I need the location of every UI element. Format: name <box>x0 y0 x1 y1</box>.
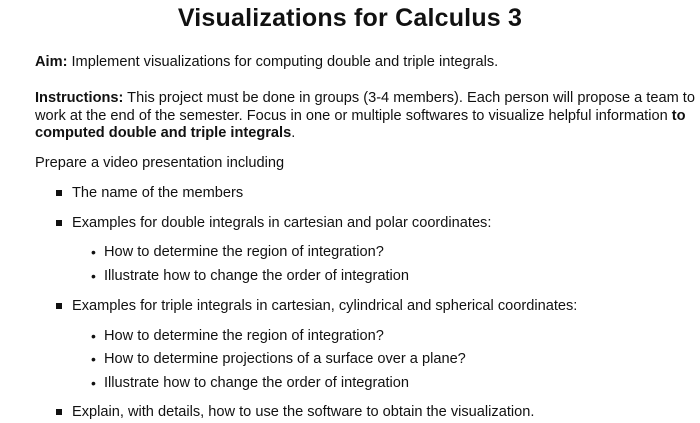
square-bullet-icon <box>56 409 62 415</box>
dot-bullet-icon: • <box>91 351 96 367</box>
list-item: Examples for double integrals in cartesian and polar coordinates: <box>72 215 492 231</box>
dot-bullet-icon: • <box>91 268 96 284</box>
aim-label: Aim: <box>35 54 68 70</box>
sub-list-item: How to determine projections of a surface over a plane? <box>104 351 466 367</box>
sub-list-item: How to determine the region of integration? <box>104 328 384 344</box>
list-item: Explain, with details, how to use the software to obtain the visualization. <box>72 404 535 420</box>
square-bullet-icon <box>56 303 62 309</box>
instructions-bold-tail: to computed double and triple integrals <box>35 107 686 141</box>
square-bullet-icon <box>56 190 62 196</box>
dot-bullet-icon: • <box>91 375 96 391</box>
instructions-paragraph <box>35 90 695 143</box>
sub-list-item: How to determine the region of integration? <box>104 244 384 260</box>
list-item: The name of the members <box>72 185 244 201</box>
dot-bullet-icon: • <box>91 244 96 260</box>
page-title: Visualizations for Calculus 3 <box>177 4 523 32</box>
instructions-label: Instructions: <box>35 90 124 106</box>
prepare-text: Prepare a video presentation including <box>35 155 285 171</box>
sub-list-item: Illustrate how to change the order of integration <box>104 375 410 391</box>
dot-bullet-icon: • <box>91 328 96 344</box>
square-bullet-icon <box>56 220 62 226</box>
aim-text: Implement visualizations for computing double and triple integrals. <box>67 54 499 70</box>
sub-list-item: Illustrate how to change the order of integration <box>104 268 410 284</box>
aim-paragraph <box>35 54 695 72</box>
instructions-end: . <box>291 125 296 141</box>
instructions-text: This project must be done in groups (3-4 members). Each person will propose a team to work at the end of the semester. Focus in one or multiple softwares to visualize helpful information <box>35 90 695 124</box>
list-item: Examples for triple integrals in cartesian, cylindrical and spherical coordinates: <box>72 298 578 314</box>
